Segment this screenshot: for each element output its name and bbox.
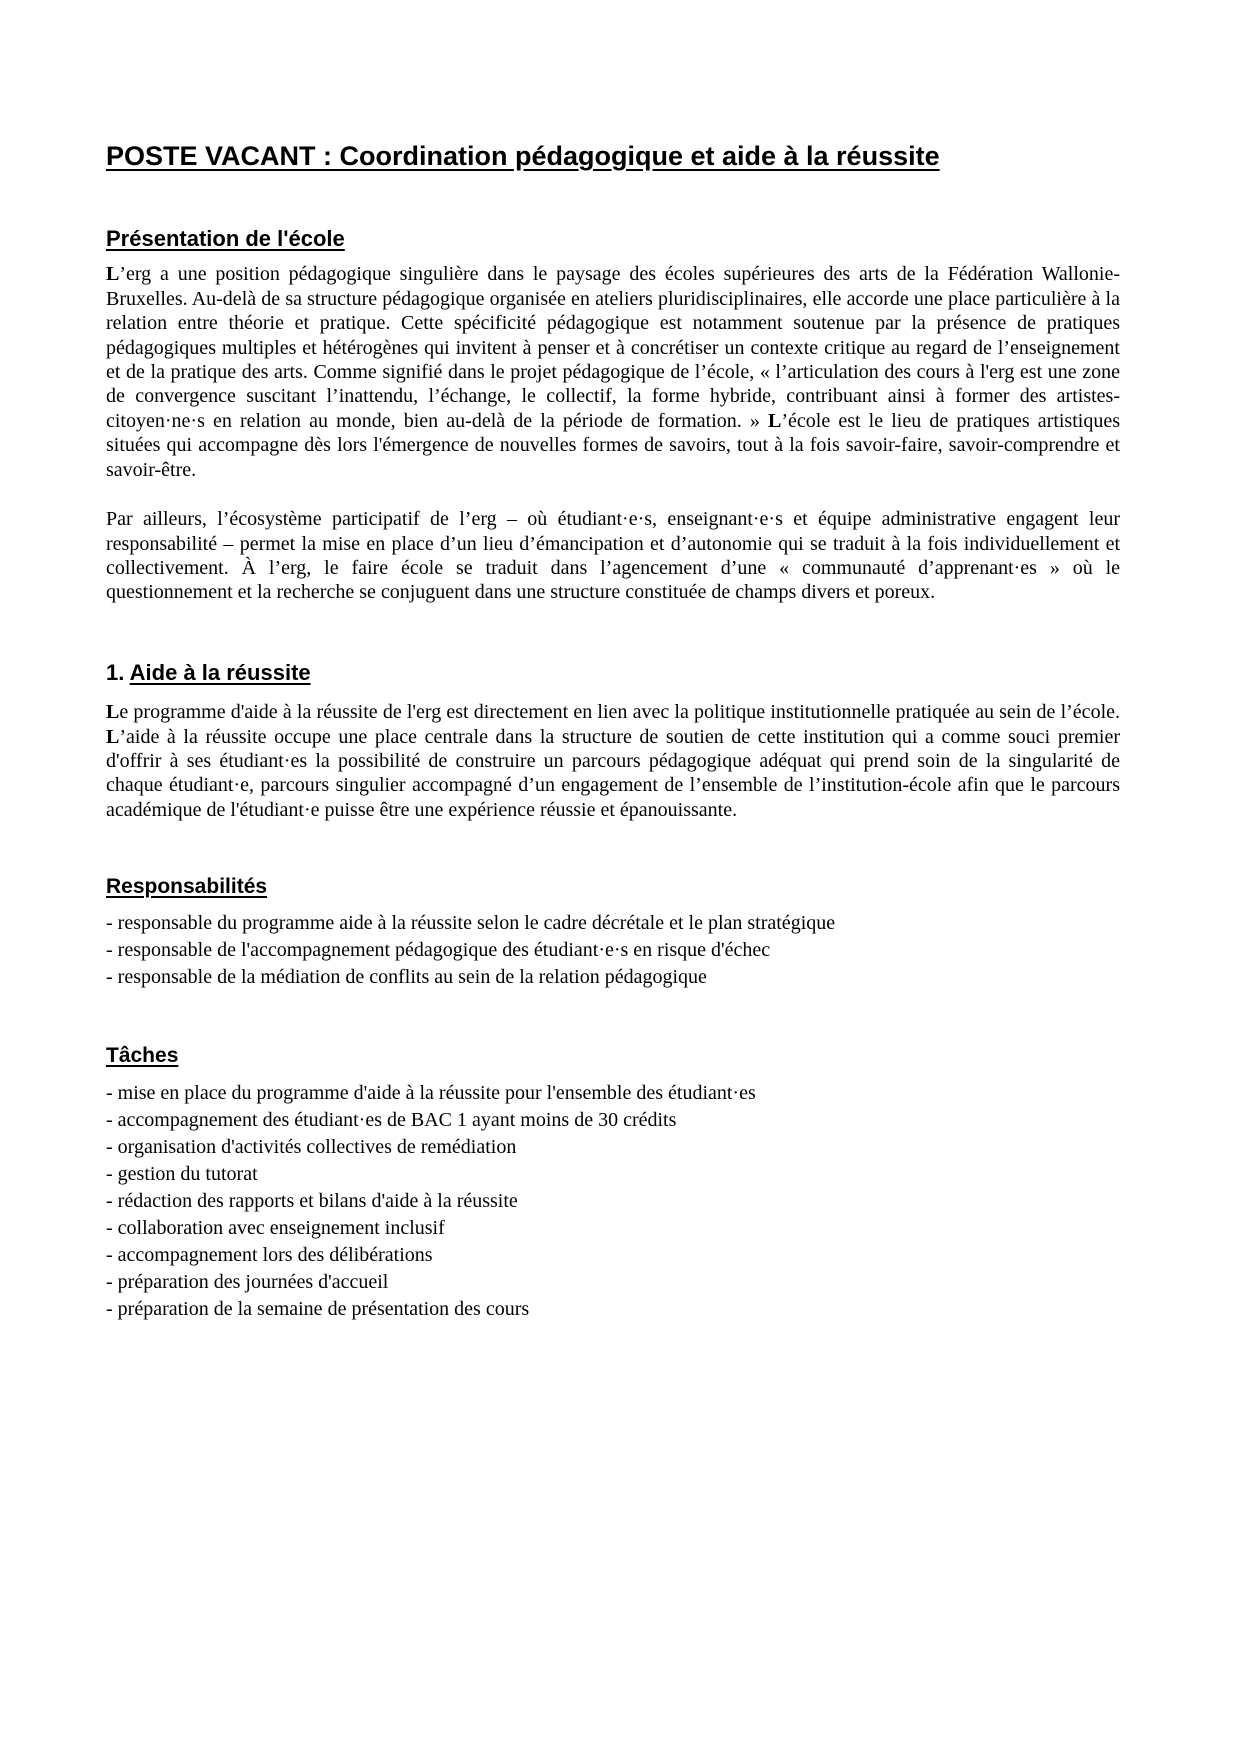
aide-heading bbox=[106, 660, 1120, 686]
aide-heading-text: Aide à la réussite bbox=[129, 659, 311, 685]
document-title: POSTE VACANT : Coordination pédagogique et aide à la réussite bbox=[106, 141, 940, 171]
presentation-paragraph-1: L’erg a une position pédagogique singulière dans le paysage des écoles supérieures des arts de la Fédération Wallonie-Bruxelles. Au-delà de sa structure pédagogique organisée en ateliers pluridisciplinaires, elle accorde une place particulière à la relation entre théorie et pratique. Cette spécificité pédagogique est notamment soutenue par la présence de pratiques pédagogiques multiples et hétérogènes qui invitent à penser et à concrétiser un contexte critique au regard de l’enseignement et de la pratique des arts. Comme signifié dans le projet pédagogique de l’école, « l’articulation des cours à l'erg est une zone de convergence suscitant l’inattendu, l’échange, le collectif, la forme hybride, contribuant ainsi à former des artistes-citoyen·ne·s en relation au monde, bien au-delà de la période de formation. » L’école est le lieu de pratiques artistiques situées qui accompagne dès lors l'émergence de nouvelles formes de savoirs, tout à la fois savoir-faire, savoir-comprendre et savoir-être. bbox=[106, 263, 1120, 481]
aide-heading-number: 1. bbox=[106, 659, 130, 685]
list-item: - organisation d'activités collectives de remédiation bbox=[106, 1135, 517, 1158]
presentation-heading bbox=[106, 226, 1120, 252]
list-item: - responsable du programme aide à la réussite selon le cadre décrétale et le plan stratégique bbox=[106, 912, 836, 935]
responsabilites-list bbox=[106, 910, 1120, 991]
list-item: - préparation de la semaine de présentation des cours bbox=[106, 1297, 530, 1320]
list-item: - gestion du tutorat bbox=[106, 1162, 258, 1185]
presentation-paragraph-2: Par ailleurs, l’écosystème participatif de l’erg – où étudiant·e·s, enseignant·e·s et équipe administrative engagent leur responsabilité – permet la mise en place d’un lieu d’émancipation et d’autonomie qui se traduit à la fois individuellement et collectivement. À l’erg, le faire école se traduit dans l’agencement d’une « communauté d’apprenant·es » où le questionnement et la recherche se conjuguent dans une structure constituée de champs divers et poreux. bbox=[106, 508, 1120, 604]
list-item: - préparation des journées d'accueil bbox=[106, 1270, 389, 1293]
list-item: - collaboration avec enseignement inclusif bbox=[106, 1216, 445, 1239]
list-item: - accompagnement des étudiant·es de BAC 1 ayant moins de 30 crédits bbox=[106, 1108, 677, 1131]
list-item: - accompagnement lors des délibérations bbox=[106, 1243, 433, 1266]
presentation-heading-text: Présentation de l'école bbox=[106, 226, 345, 252]
list-item: - responsable de l'accompagnement pédagogique des étudiant·e·s en risque d'échec bbox=[106, 939, 771, 962]
responsabilites-heading: Responsabilités bbox=[106, 875, 268, 899]
aide-paragraph: Le programme d'aide à la réussite de l'erg est directement en lien avec la politique institutionnelle pratiquée au sein de l’école. L’aide à la réussite occupe une place centrale dans la structure de soutien de cette institution qui a comme souci premier d'offrir à ses étudiant·es la possibilité de construire un parcours pédagogique adéquat qui prend soin de la singularité de chaque étudiant·e, parcours singulier accompagné d’un engagement de l’ensemble de l’institution-école afin que le parcours académique de l'étudiant·e puisse être une expérience réussie et épanouissante. bbox=[106, 701, 1120, 821]
taches-heading: Tâches bbox=[106, 1044, 179, 1068]
list-item: - responsable de la médiation de conflits au sein de la relation pédagogique bbox=[106, 966, 707, 989]
list-item: - rédaction des rapports et bilans d'aide à la réussite bbox=[106, 1189, 518, 1212]
taches-list bbox=[106, 1080, 1120, 1323]
section-aide-reussite bbox=[106, 660, 1120, 1323]
section-presentation bbox=[106, 226, 1120, 605]
list-item: - mise en place du programme d'aide à la réussite pour l'ensemble des étudiant·es bbox=[106, 1081, 756, 1104]
